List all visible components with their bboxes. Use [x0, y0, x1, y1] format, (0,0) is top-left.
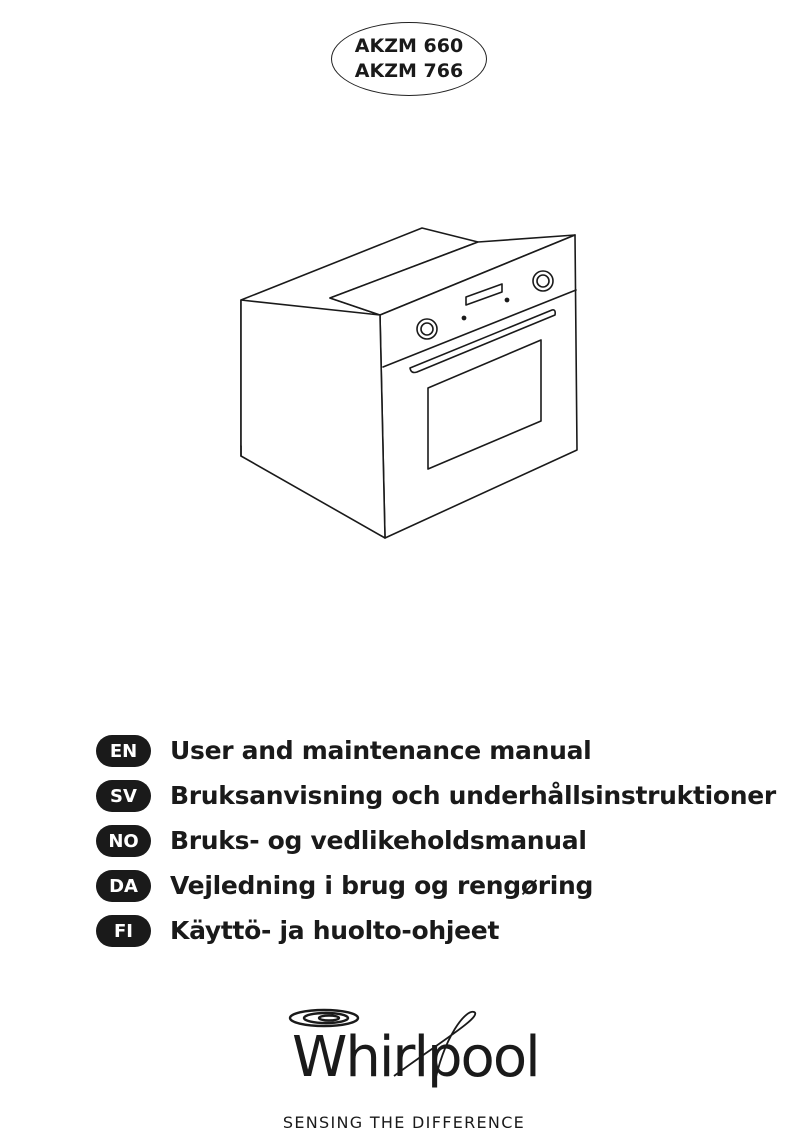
language-badge: EN	[96, 735, 151, 767]
model-number: AKZM 766	[354, 60, 464, 82]
brand-tagline: SENSING THE DIFFERENCE	[282, 1113, 526, 1132]
brand-wordmark: Whirlpool	[292, 1025, 539, 1090]
language-badge: NO	[96, 825, 151, 857]
built-in-oven-icon	[230, 220, 590, 550]
manual-title: Käyttö- ja huolto-ohjeet	[170, 916, 500, 945]
manual-title: Bruks- og vedlikeholdsmanual	[170, 826, 587, 855]
manual-title: Bruksanvisning och underhållsinstruktioner	[170, 781, 776, 810]
model-label	[331, 22, 487, 96]
whirlpool-logo	[284, 1006, 544, 1096]
language-badge: DA	[96, 870, 151, 902]
language-badge: FI	[96, 915, 151, 947]
language-badge: SV	[96, 780, 151, 812]
model-number: AKZM 660	[354, 35, 464, 57]
manual-title: Vejledning i brug og rengøring	[170, 871, 594, 900]
manual-title: User and maintenance manual	[170, 736, 592, 765]
